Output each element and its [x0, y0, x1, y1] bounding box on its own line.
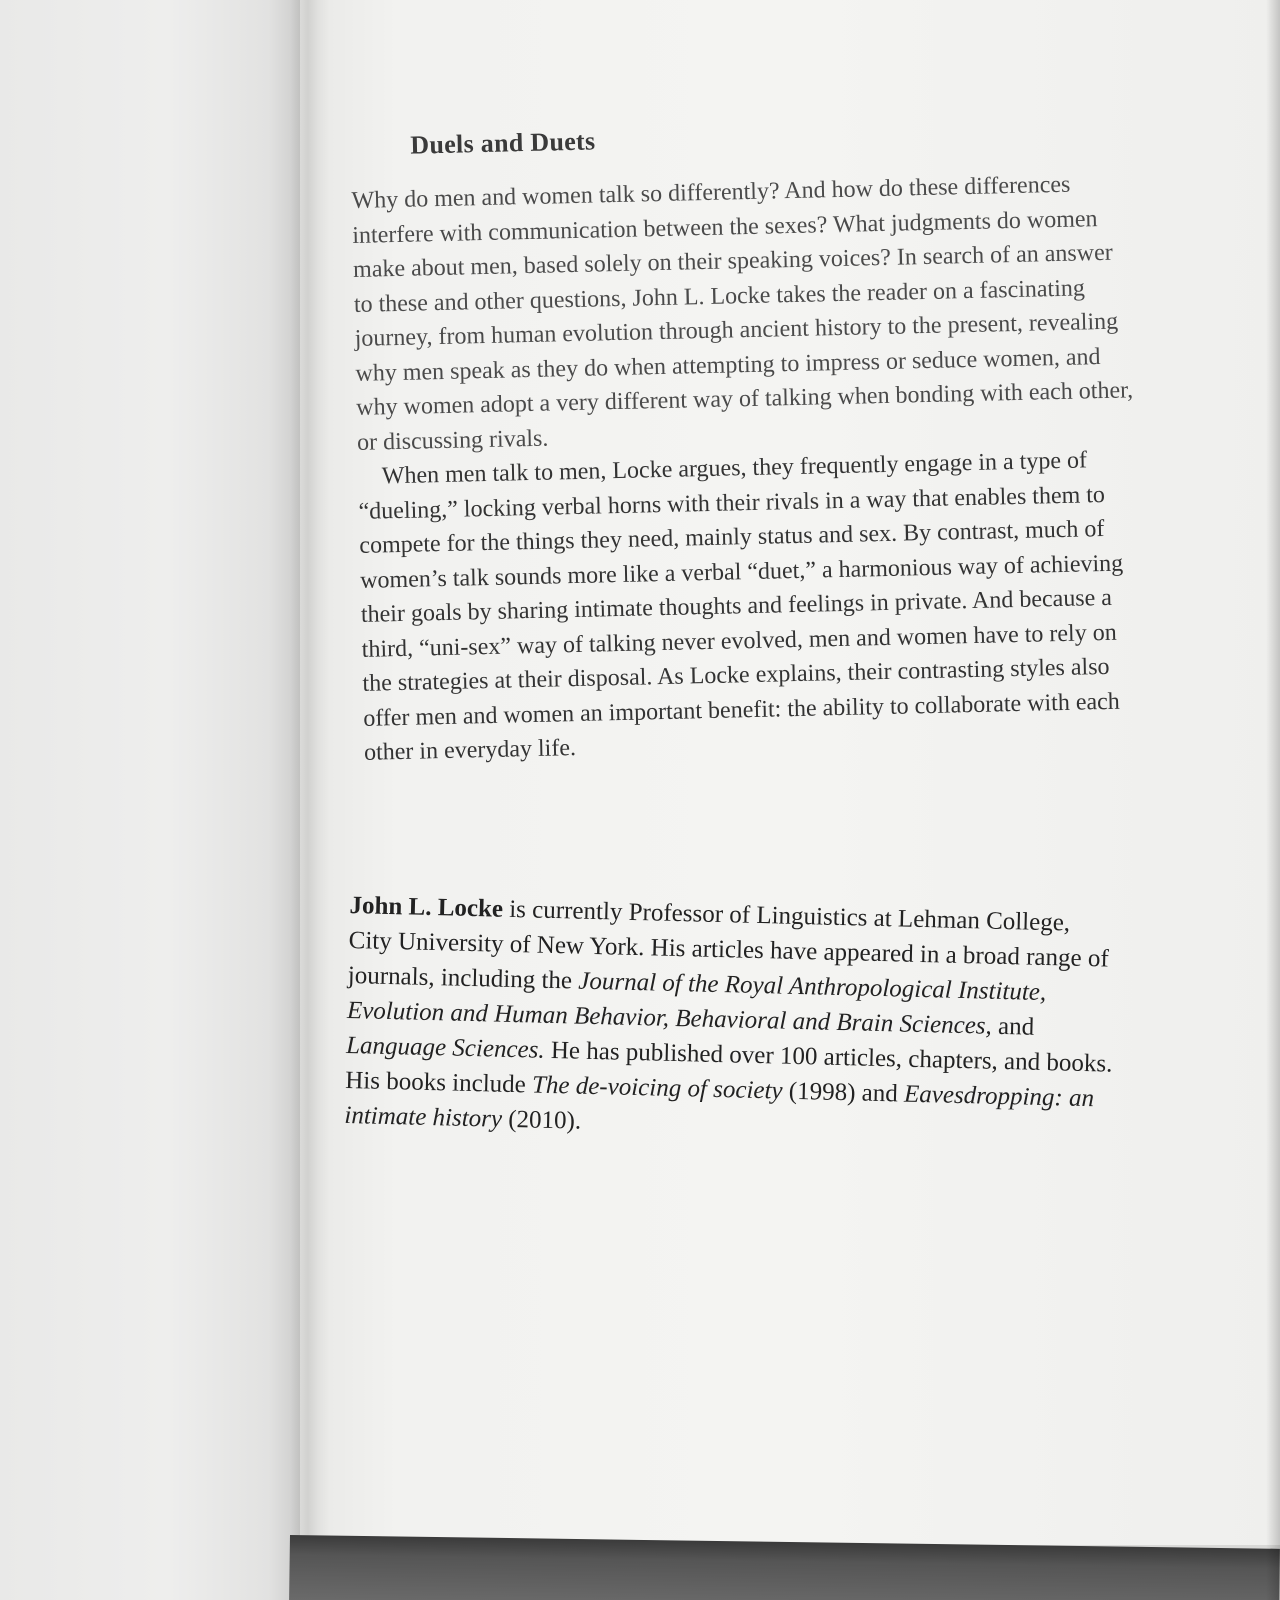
bio-year-1: (1998) and: [782, 1077, 905, 1108]
blurb-section: [350, 114, 1144, 770]
book-gutter-shadow: [290, 0, 330, 1600]
bio-text-3: He has published over 100 articles, chapters, and books. His books include: [344, 1036, 1113, 1099]
bio-book-1: The de-voicing of society: [531, 1071, 783, 1105]
bio-journals: Journal of the Royal Anthropological Institute, Evolution and Human Behavior, Behavioral and Brain Sciences,: [346, 967, 1047, 1040]
author-bio: [344, 888, 1120, 1152]
bio-text-2: and: [991, 1012, 1035, 1041]
author-bio-section: [344, 888, 1120, 1152]
right-edge-shadow: [1266, 0, 1280, 1600]
left-page: [0, 0, 305, 1600]
blurb-paragraph-1: Why do men and women talk so differently? And how do these differences interfere with communication between the sexes? What judgments do women make about men, based solely on their speaking voices? In search of an answer to these and other questions, John L. Locke takes the reader on a fascinating journey, from human evolution through ancient history to the present, revealing why men speak as they do when attempting to impress or seduce women, and why women adopt a very different way of talking when bonding with each other, or discussing rivals.: [351, 171, 1134, 456]
bio-year-2: (2010).: [501, 1105, 582, 1135]
blurb-paragraph-2: When men talk to men, Locke argues, they frequently engage in a type of “dueling,” locking verbal horns with their rivals in a way that enables them to compete for the things they need, mainly status and sex. By contrast, much of women’s talk sounds more like a verbal “duet,” a harmonious way of achieving their goals by sharing intimate thoughts and feelings in private. And because a third, “uni-sex” way of talking never evolved, men and women have to rely on the strategies at their disposal. As Locke explains, their contrasting styles also offer men and women an important benefit: the ability to collaborate with each other in everyday life.: [358, 447, 1124, 766]
bio-journal-last: Language Sciences.: [345, 1031, 545, 1064]
bio-text-1: is currently Professor of Linguistics at Lehman College, City University of New York. His articles have appeared in a broad range of journals, including the: [347, 895, 1110, 995]
page-title: Duels and Duets: [409, 126, 596, 160]
author-name: John L. Locke: [349, 891, 504, 923]
bio-book-2: Eavesdropping: an intimate history: [344, 1080, 1095, 1133]
